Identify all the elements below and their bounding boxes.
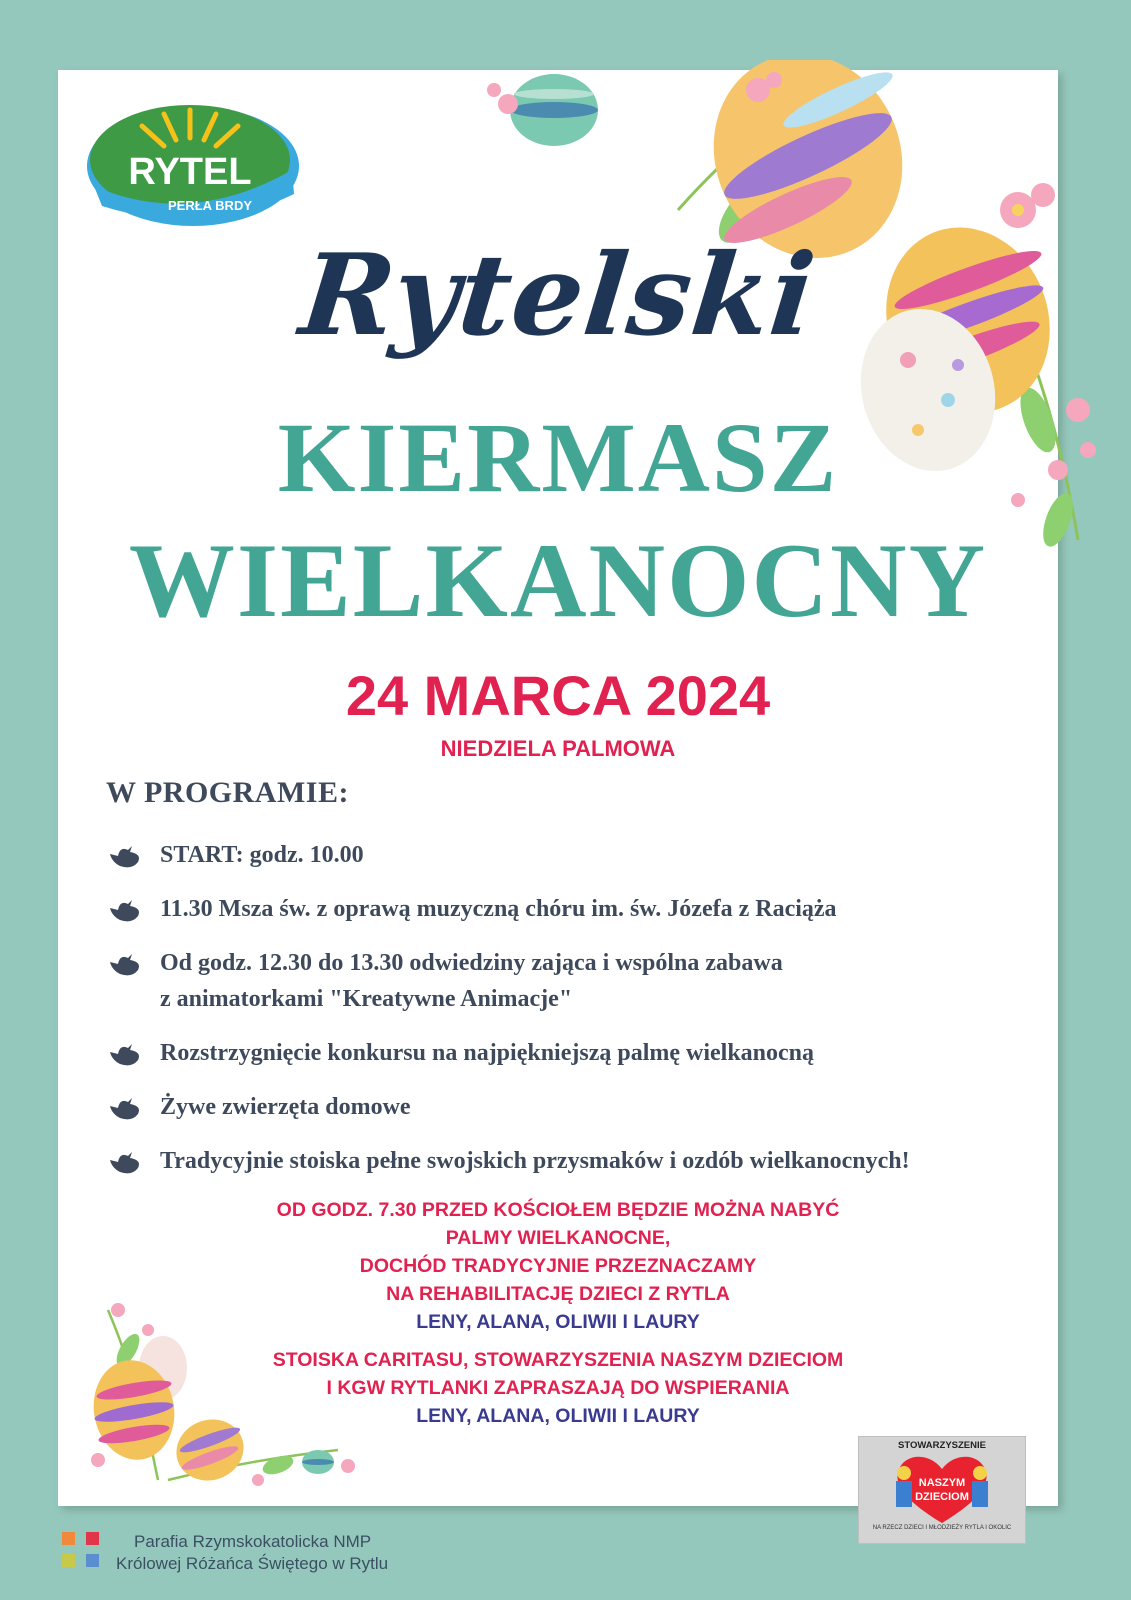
parish-name-line1: Parafia Rzymskokatolicka NMP	[134, 1532, 372, 1551]
program-item: Tradycyjnie stoiska pełne swojskich przysmaków i ozdób wielkanocnych!	[108, 1144, 1048, 1178]
association-logo-heart-line1: NASZYM	[918, 1477, 966, 1489]
association-logo-top: STOWARZYSZENIE	[898, 1440, 986, 1451]
parish-logo-square-icon	[62, 1554, 75, 1567]
program-heading: W PROGRAMIE:	[106, 776, 349, 809]
parish-footer	[62, 1530, 482, 1580]
parish-logo-square-icon	[86, 1532, 99, 1545]
notice-names: LENY, ALANA, OLIWII I LAURY	[416, 1311, 700, 1333]
event-date: 24 MARCA 2024	[345, 664, 771, 727]
association-logo	[858, 1436, 1026, 1544]
bird-bullet-icon	[108, 948, 142, 978]
title-script: Rytelski	[294, 230, 822, 361]
parish-name-line2: Królowej Różańca Świętego w Rytlu	[116, 1554, 389, 1573]
notice-names: LENY, ALANA, OLIWII I LAURY	[416, 1405, 700, 1427]
program-item: Żywe zwierzęta domowe	[108, 1090, 1048, 1124]
notice-line: PALMY WIELKANOCNE,	[445, 1227, 671, 1249]
rytel-logo	[84, 98, 302, 228]
association-logo-bottom: NA RZECZ DZIECI I MŁODZIEŻY RYTLA I OKOLIC	[872, 1525, 1012, 1531]
association-logo-heart-line2: DZIECIOM	[915, 1491, 969, 1503]
parish-logo-square-icon	[62, 1532, 75, 1545]
bird-bullet-icon	[108, 1092, 142, 1122]
bird-bullet-icon	[108, 1038, 142, 1068]
notice-line: I KGW RYTLANKI ZAPRASZAJĄ DO WSPIERANIA	[326, 1377, 790, 1399]
parish-logo-square-icon	[86, 1554, 99, 1567]
notice-line: DOCHÓD TRADYCYJNIE PRZEZNACZAMY	[359, 1255, 757, 1277]
rytel-logo-tagline: PERŁA BRDY	[167, 198, 253, 213]
program-item: Od godz. 12.30 do 13.30 odwiedziny zająca i wspólna zabawa z animatorkami "Kreatywne Animacje"	[108, 946, 1048, 1016]
bird-bullet-icon	[108, 894, 142, 924]
rytel-logo-name: RYTEL	[128, 151, 252, 193]
notice-line: NA REHABILITACJĘ DZIECI Z RYTLA	[386, 1283, 730, 1305]
program-item: 11.30 Msza św. z oprawą muzyczną chóru im. św. Józefa z Raciąża	[108, 892, 1048, 926]
title-wielkanocny: WIELKANOCNY	[128, 522, 988, 639]
program-item: Rozstrzygnięcie konkursu na najpiękniejszą palmę wielkanocną	[108, 1036, 1048, 1070]
title-kiermasz: KIERMASZ	[277, 402, 839, 513]
bird-bullet-icon	[108, 840, 142, 870]
notice-line: STOISKA CARITASU, STOWARZYSZENIA NASZYM DZIECIOM	[272, 1349, 844, 1371]
program-item: START: godz. 10.00	[108, 838, 1048, 872]
easter-eggs-bottom-decoration	[78, 1290, 378, 1500]
notice-line: OD GODZ. 7.30 PRZED KOŚCIOŁEM BĘDZIE MOŻNA NABYĆ	[276, 1199, 840, 1221]
poster-card	[58, 70, 1058, 1531]
event-subtitle: NIEDZIELA PALMOWA	[440, 736, 676, 761]
bird-bullet-icon	[108, 1146, 142, 1176]
